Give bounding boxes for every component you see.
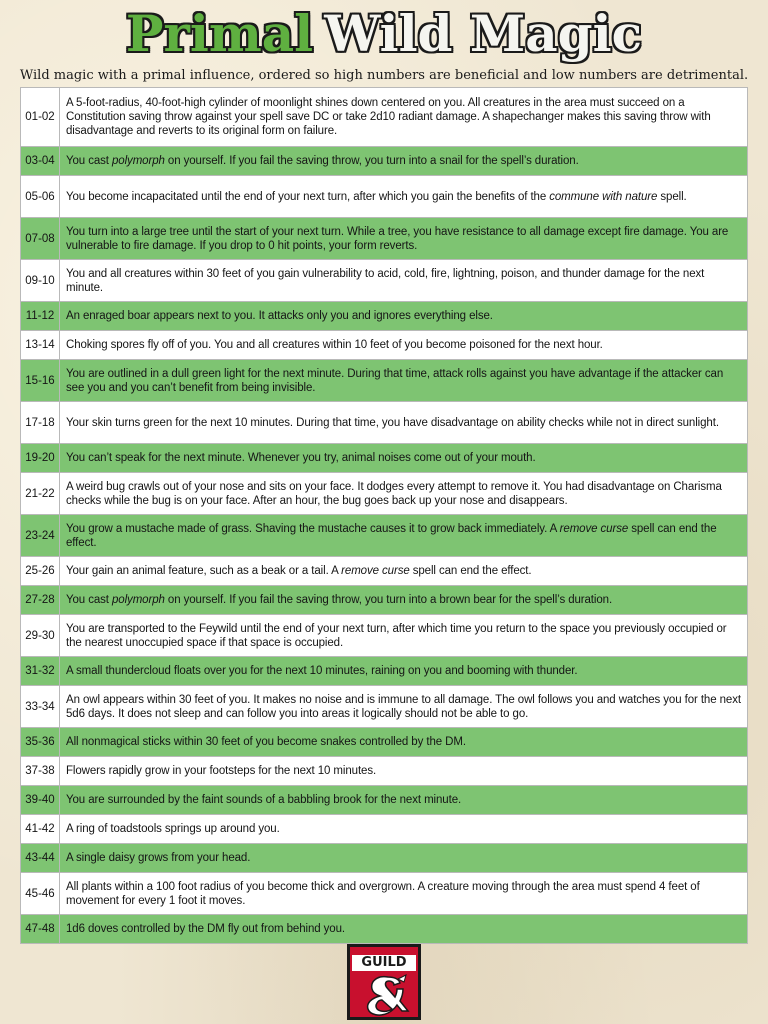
table-row bbox=[21, 586, 748, 615]
wild-magic-table bbox=[20, 87, 748, 944]
effect-description bbox=[60, 218, 748, 260]
table-row bbox=[21, 815, 748, 844]
effect-text: Your gain an animal feature, such as a beak or a tail. A bbox=[66, 565, 342, 577]
table-row bbox=[21, 786, 748, 815]
effect-text: You turn into a large tree until the start of your next turn. While a tree, you have resistance to all damage except fire damage. You are vulnerable to fire damage. If you drop to 0 hit points, your form reverts. bbox=[66, 225, 729, 252]
effect-description bbox=[60, 260, 748, 302]
effect-description bbox=[60, 657, 748, 686]
effect-text: Choking spores fly off of you. You and all creatures within 10 feet of you become poisoned for the next hour. bbox=[66, 339, 603, 351]
effect-text: You grow a mustache made of grass. Shaving the mustache causes it to grow back immediately. A bbox=[66, 522, 560, 535]
table-row bbox=[21, 218, 748, 260]
dragon-ampersand-icon bbox=[358, 973, 410, 1017]
table-row bbox=[21, 657, 748, 686]
table-row bbox=[21, 176, 748, 218]
effect-text: You are outlined in a dull green light for the next minute. During that time, attack rolls against you have advantage if the attacker can see you and you can’t benefit from being invisible. bbox=[66, 367, 724, 394]
roll-range: 31-32 bbox=[21, 657, 60, 686]
dm-guild-logo bbox=[347, 944, 421, 1020]
effect-text: An enraged boar appears next to you. It attacks only you and ignores everything else. bbox=[66, 310, 493, 322]
roll-range: 29-30 bbox=[21, 615, 60, 657]
effect-text: Flowers rapidly grow in your footsteps for the next 10 minutes. bbox=[66, 765, 377, 777]
roll-range: 33-34 bbox=[21, 686, 60, 728]
table-row bbox=[21, 402, 748, 444]
effect-text: on yourself. If you fail the saving throw, you turn into a snail for the spell’s duration. bbox=[164, 155, 579, 167]
effect-text: A 5-foot-radius, 40-foot-high cylinder of moonlight shines down centered on you. All creatures in the area must succeed on a Constitution saving throw against your spell save DC or take 2d10 radiant damage. A shapechanger makes this saving throw with disadvantage and reverts to its original form on failure. bbox=[66, 97, 711, 137]
roll-range: 13-14 bbox=[21, 331, 60, 360]
effect-description bbox=[60, 615, 748, 657]
table-row bbox=[21, 360, 748, 402]
table-row bbox=[21, 515, 748, 557]
roll-range: 45-46 bbox=[21, 873, 60, 915]
effect-description bbox=[60, 586, 748, 615]
effect-description bbox=[60, 757, 748, 786]
table-row bbox=[21, 757, 748, 786]
table-row bbox=[21, 557, 748, 586]
page-title bbox=[0, 2, 768, 66]
effect-description bbox=[60, 873, 748, 915]
effect-text: A ring of toadstools springs up around you. bbox=[66, 823, 280, 835]
roll-range: 37-38 bbox=[21, 757, 60, 786]
roll-range: 19-20 bbox=[21, 444, 60, 473]
effect-description bbox=[60, 728, 748, 757]
roll-range: 05-06 bbox=[21, 176, 60, 218]
roll-range: 15-16 bbox=[21, 360, 60, 402]
effect-description bbox=[60, 515, 748, 557]
roll-range: 23-24 bbox=[21, 515, 60, 557]
roll-range: 41-42 bbox=[21, 815, 60, 844]
effect-description bbox=[60, 686, 748, 728]
table-row bbox=[21, 615, 748, 657]
table-row bbox=[21, 88, 748, 147]
effect-text: spell can end the effect. bbox=[409, 565, 532, 577]
effect-description bbox=[60, 444, 748, 473]
effect-text: A small thundercloud floats over you for the next 10 minutes, raining on you and booming with thunder. bbox=[66, 665, 578, 677]
roll-range: 07-08 bbox=[21, 218, 60, 260]
effect-text: All nonmagical sticks within 30 feet of you become snakes controlled by the DM. bbox=[66, 736, 466, 748]
roll-range: 25-26 bbox=[21, 557, 60, 586]
spell-name: polymorph bbox=[112, 155, 165, 167]
effect-text: You are transported to the Feywild until the end of your next turn, after which time you return to the space you previously occupied or the nearest unoccupied space if that space is occupied. bbox=[66, 622, 727, 649]
table-row bbox=[21, 915, 748, 944]
spell-name: remove curse bbox=[559, 522, 629, 535]
roll-range: 39-40 bbox=[21, 786, 60, 815]
roll-range: 47-48 bbox=[21, 915, 60, 944]
effect-text: 1d6 doves controlled by the DM fly out from behind you. bbox=[66, 923, 345, 935]
table-row bbox=[21, 686, 748, 728]
table-row bbox=[21, 147, 748, 176]
effect-text: All plants within a 100 foot radius of you become thick and overgrown. A creature moving through the area must spend 4 feet of movement for every 1 foot it moves. bbox=[66, 880, 700, 907]
title-word-primal: Primal bbox=[125, 4, 314, 63]
effect-text: spell can end the effect. bbox=[66, 522, 717, 549]
effect-description bbox=[60, 147, 748, 176]
effect-text: An owl appears within 30 feet of you. It makes no noise and is immune to all damage. The owl follows you and watches you for the next 5d6 days. It does not sleep and can follow you into areas it logically should not be able to go. bbox=[66, 693, 741, 720]
table-row bbox=[21, 331, 748, 360]
roll-range: 11-12 bbox=[21, 302, 60, 331]
roll-range: 17-18 bbox=[21, 402, 60, 444]
spell-name: commune with nature bbox=[549, 190, 658, 203]
roll-range: 01-02 bbox=[21, 88, 60, 147]
table-row bbox=[21, 473, 748, 515]
effect-text: You become incapacitated until the end of your next turn, after which you gain the benefits of the bbox=[66, 190, 550, 203]
effect-description bbox=[60, 88, 748, 147]
effect-text: You are surrounded by the faint sounds of a babbling brook for the next minute. bbox=[66, 794, 462, 806]
effect-description bbox=[60, 915, 748, 944]
roll-range: 43-44 bbox=[21, 844, 60, 873]
effect-description bbox=[60, 557, 748, 586]
effect-text: A single daisy grows from your head. bbox=[66, 852, 251, 864]
roll-range: 21-22 bbox=[21, 473, 60, 515]
table-row bbox=[21, 873, 748, 915]
effect-description bbox=[60, 815, 748, 844]
effect-description bbox=[60, 402, 748, 444]
roll-range: 09-10 bbox=[21, 260, 60, 302]
table-row bbox=[21, 444, 748, 473]
effect-text: You cast bbox=[66, 155, 112, 167]
effect-text: spell. bbox=[657, 190, 687, 203]
roll-range: 35-36 bbox=[21, 728, 60, 757]
effect-text: You can’t speak for the next minute. Whenever you try, animal noises come out of your mouth. bbox=[66, 452, 536, 464]
effect-description bbox=[60, 844, 748, 873]
effect-text: on yourself. If you fail the saving throw, you turn into a brown bear for the spell’s duration. bbox=[164, 594, 613, 606]
roll-range: 27-28 bbox=[21, 586, 60, 615]
subtitle: Wild magic with a primal influence, ordered so high numbers are beneficial and low numbers are detrimental. bbox=[19, 68, 749, 83]
effect-text: A weird bug crawls out of your nose and sits on your face. It dodges every attempt to remove it. You had disadvantage on Charisma checks while the bug is on your face. After an hour, the bug goes back up your nose and disappears. bbox=[66, 480, 722, 507]
spell-name: polymorph bbox=[112, 594, 165, 606]
table-row bbox=[21, 302, 748, 331]
title-words-wild-magic: Wild Magic bbox=[324, 4, 643, 63]
effect-text: Your skin turns green for the next 10 minutes. During that time, you have disadvantage on ability checks while not in direct sunlight. bbox=[66, 416, 719, 429]
effect-description bbox=[60, 786, 748, 815]
table-row bbox=[21, 844, 748, 873]
spell-name: remove curse bbox=[341, 565, 410, 577]
guild-label: GUILD bbox=[352, 955, 416, 971]
effect-description bbox=[60, 331, 748, 360]
table-row bbox=[21, 728, 748, 757]
table-row bbox=[21, 260, 748, 302]
roll-range: 03-04 bbox=[21, 147, 60, 176]
effect-description bbox=[60, 360, 748, 402]
effect-text: You and all creatures within 30 feet of you gain vulnerability to acid, cold, fire, lightning, poison, and thunder damage for the next minute. bbox=[66, 267, 705, 294]
effect-description bbox=[60, 473, 748, 515]
effect-description bbox=[60, 176, 748, 218]
effect-text: You cast bbox=[66, 594, 112, 606]
effect-description bbox=[60, 302, 748, 331]
